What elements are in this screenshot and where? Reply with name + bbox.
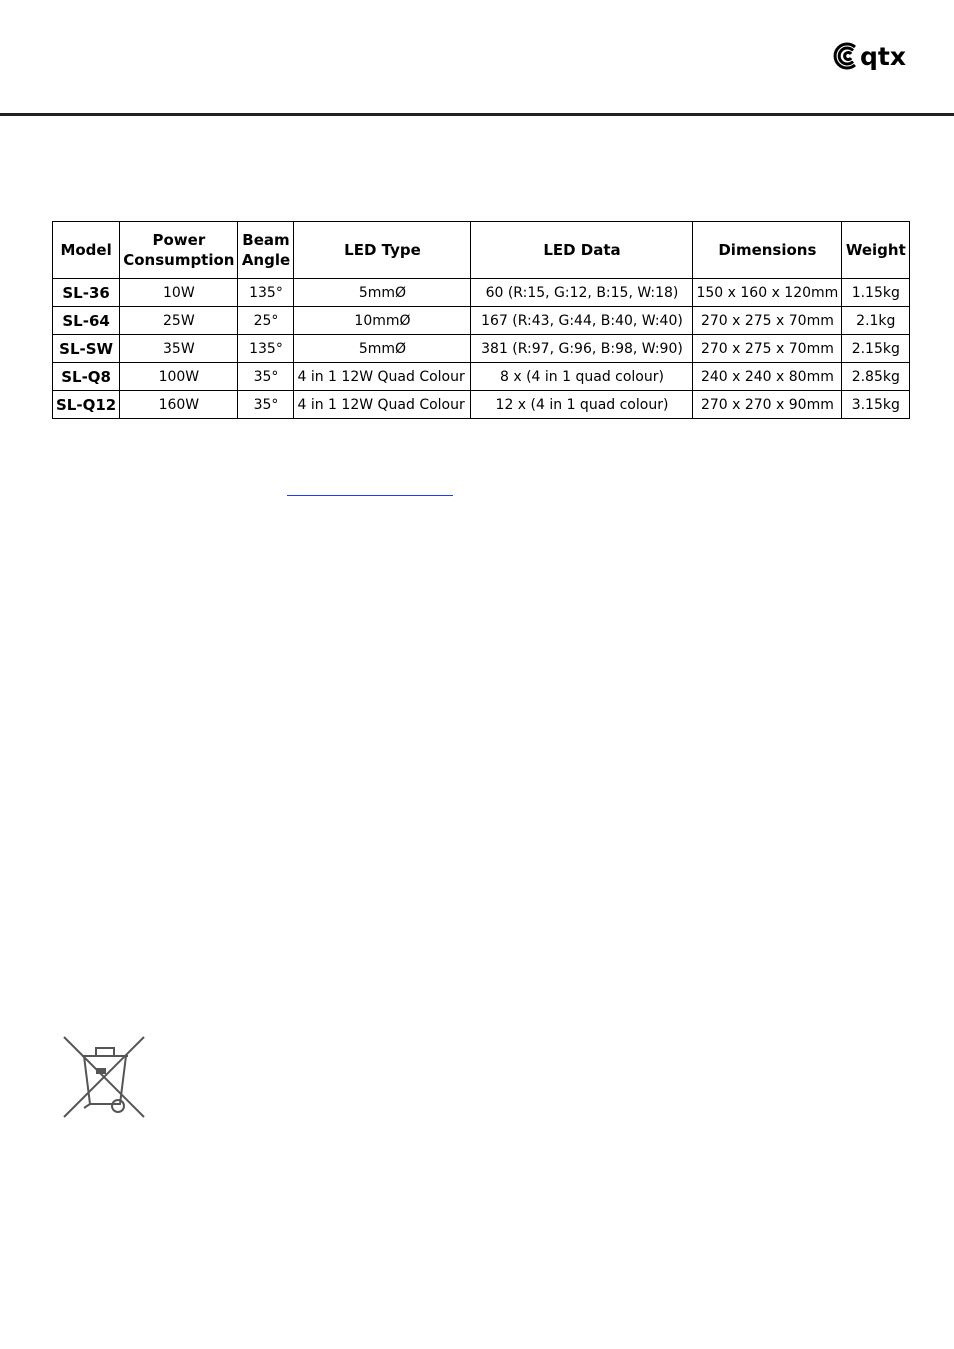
- cell-power: 35W: [120, 335, 238, 363]
- col-dimensions-header: [693, 222, 842, 279]
- header-line: Angle: [241, 251, 291, 269]
- cell-led-type: 4 in 1 12W Quad Colour: [294, 363, 471, 391]
- brand-logo: [826, 40, 910, 72]
- weee-symbol: [60, 1034, 150, 1124]
- cell-beam: 135°: [238, 335, 294, 363]
- header-line: Consumption: [123, 251, 235, 269]
- header-row: [53, 222, 910, 279]
- cell-led-type: 5mmØ: [294, 335, 471, 363]
- cell-weight: 2.15kg: [842, 335, 910, 363]
- hyperlink-underline[interactable]: [287, 481, 453, 496]
- header-line: Dimensions: [718, 241, 817, 259]
- col-leddata-header: [471, 222, 693, 279]
- col-ledtype-header: [294, 222, 471, 279]
- cell-beam: 35°: [238, 391, 294, 419]
- header-rule: [0, 113, 954, 116]
- cell-led-data: 167 (R:43, G:44, B:40, W:40): [471, 307, 693, 335]
- cell-model: SL-64: [53, 307, 120, 335]
- cell-dimensions: 270 x 270 x 90mm: [693, 391, 842, 419]
- cell-weight: 1.15kg: [842, 279, 910, 307]
- cell-model: SL-36: [53, 279, 120, 307]
- cell-model: SL-Q8: [53, 363, 120, 391]
- table-row: [53, 335, 910, 363]
- cell-led-data: 12 x (4 in 1 quad colour): [471, 391, 693, 419]
- cell-led-type: 5mmØ: [294, 279, 471, 307]
- header-line: Model: [60, 241, 112, 259]
- cell-led-type: 4 in 1 12W Quad Colour: [294, 391, 471, 419]
- cell-weight: 3.15kg: [842, 391, 910, 419]
- cell-dimensions: 150 x 160 x 120mm: [693, 279, 842, 307]
- logo-text: qtx: [860, 41, 906, 71]
- cell-dimensions: 240 x 240 x 80mm: [693, 363, 842, 391]
- qtx-logo-icon: [826, 41, 858, 71]
- table-row: [53, 279, 910, 307]
- cell-dimensions: 270 x 275 x 70mm: [693, 335, 842, 363]
- cell-beam: 135°: [238, 279, 294, 307]
- col-weight-header: [842, 222, 910, 279]
- cell-power: 10W: [120, 279, 238, 307]
- cell-model: SL-SW: [53, 335, 120, 363]
- cell-weight: 2.85kg: [842, 363, 910, 391]
- header-line: Weight: [845, 241, 906, 259]
- cell-beam: 35°: [238, 363, 294, 391]
- table-row: [53, 391, 910, 419]
- weee-crossed-bin-icon: [60, 1034, 150, 1120]
- cell-dimensions: 270 x 275 x 70mm: [693, 307, 842, 335]
- cell-led-data: 381 (R:97, G:96, B:98, W:90): [471, 335, 693, 363]
- col-beam-header: [238, 222, 294, 279]
- col-model-header: [53, 222, 120, 279]
- spec-table: [52, 221, 910, 419]
- header-line: LED Type: [344, 241, 421, 259]
- col-power-header: [120, 222, 238, 279]
- table-row: [53, 307, 910, 335]
- cell-led-type: 10mmØ: [294, 307, 471, 335]
- cell-led-data: 60 (R:15, G:12, B:15, W:18): [471, 279, 693, 307]
- header-line: LED Data: [543, 241, 621, 259]
- cell-power: 100W: [120, 363, 238, 391]
- cell-led-data: 8 x (4 in 1 quad colour): [471, 363, 693, 391]
- header-line: Power: [152, 231, 206, 249]
- cell-model: SL-Q12: [53, 391, 120, 419]
- cell-power: 25W: [120, 307, 238, 335]
- cell-beam: 25°: [238, 307, 294, 335]
- table-row: [53, 363, 910, 391]
- cell-weight: 2.1kg: [842, 307, 910, 335]
- header-line: Beam: [242, 231, 290, 249]
- cell-power: 160W: [120, 391, 238, 419]
